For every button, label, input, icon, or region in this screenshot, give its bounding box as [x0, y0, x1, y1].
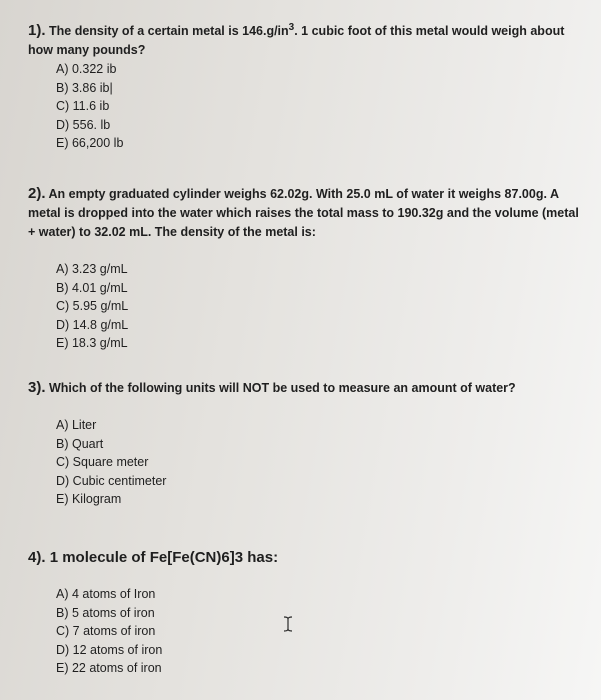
question-2-options	[28, 260, 588, 353]
question-3-text: Which of the following units will NOT be used to measure an amount of water?	[49, 381, 516, 395]
question-3-options	[28, 416, 588, 509]
question-3-option-a: A) Liter	[56, 418, 97, 432]
question-1	[28, 18, 588, 153]
question-2-option-d: D) 14.8 g/mL	[56, 317, 129, 332]
question-3-option-e: E) Kilogram	[56, 492, 122, 506]
question-1-stem	[28, 18, 588, 60]
question-2-text: An empty graduated cylinder weighs 62.02g. With 25.0 mL of water it weighs 87.00g. A metal is dropped into the water which raises the total mass to 190.32g and the volume (metal + water) to 32.02 mL. The density of the metal is:	[28, 187, 579, 239]
question-1-option-a: A) 0.322 ib	[56, 62, 117, 77]
question-4-option-b: B) 5 atoms of iron	[56, 605, 155, 620]
question-1-text-part1: The density of a certain metal is 146.g/in	[49, 24, 289, 39]
question-1-option-b: B) 3.86 ib|	[56, 80, 113, 95]
question-4-stem	[28, 548, 588, 567]
question-4-number: 4).	[28, 549, 46, 566]
question-2-stem	[28, 184, 588, 242]
question-4-option-c: C) 7 atoms of iron	[56, 624, 156, 638]
question-3-stem	[28, 378, 588, 398]
question-4	[28, 548, 588, 678]
question-2	[28, 184, 588, 353]
question-4-text: 1 molecule of Fe[Fe(CN)6]3 has:	[49, 549, 279, 566]
question-2-option-b: B) 4.01 g/mL	[56, 280, 128, 295]
question-3-option-d: D) Cubic centimeter	[56, 473, 167, 488]
question-1-options	[28, 60, 588, 153]
question-2-number: 2).	[28, 185, 46, 202]
question-2-option-e: E) 18.3 g/mL	[56, 336, 128, 350]
question-4-options	[28, 585, 588, 678]
question-1-text-part2: . 1 cubic foot of this metal would weigh about how many pounds?	[28, 24, 565, 58]
text-cursor-icon	[283, 616, 293, 632]
question-1-superscript: 3	[288, 22, 295, 33]
question-1-option-e: E) 66,200 lb	[56, 136, 124, 151]
question-3-number: 3).	[28, 379, 46, 396]
question-3-option-b: B) Quart	[56, 436, 104, 451]
question-4-option-a: A) 4 atoms of Iron	[56, 587, 156, 601]
question-1-option-c: C) 11.6 ib	[56, 99, 110, 114]
question-2-option-c: C) 5.95 g/mL	[56, 299, 129, 313]
question-2-option-a: A) 3.23 g/mL	[56, 262, 128, 276]
question-4-option-d: D) 12 atoms of iron	[56, 642, 163, 657]
question-1-option-d: D) 556. lb	[56, 117, 111, 132]
question-3-option-c: C) Square meter	[56, 455, 149, 469]
question-3	[28, 378, 588, 509]
question-4-option-e: E) 22 atoms of iron	[56, 661, 162, 675]
question-1-number: 1).	[28, 22, 46, 40]
